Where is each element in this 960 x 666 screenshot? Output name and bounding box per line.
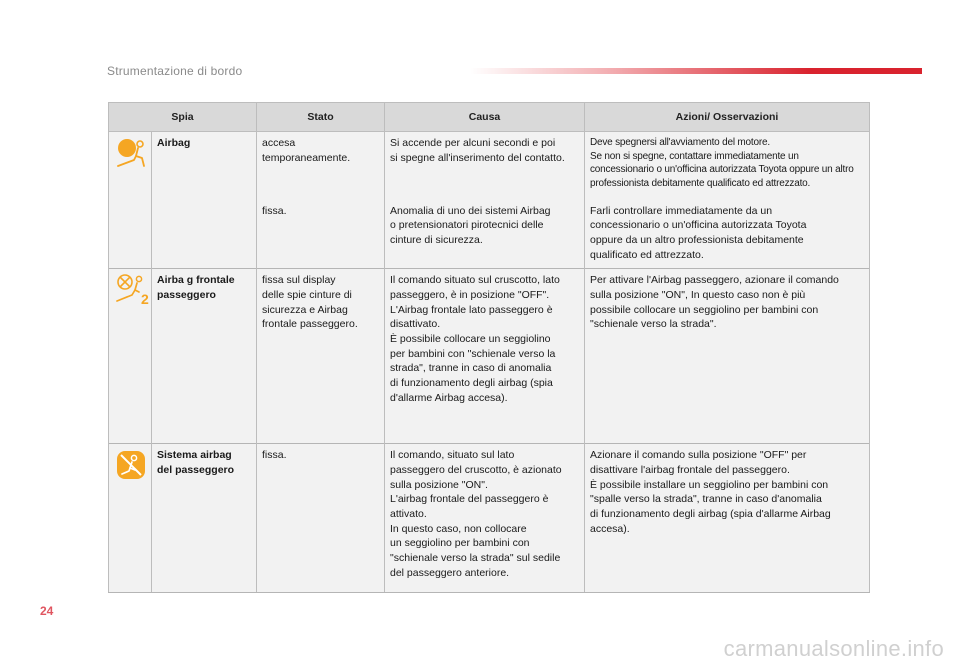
table-row xyxy=(109,132,870,200)
watermark-text: carmanualsonline.info xyxy=(723,636,944,661)
warning-lights-table xyxy=(108,102,870,593)
azioni-cell: Per attivare l'Airbag passeggero, azionare il comando sulla posizione "ON", In questo caso non è più possibile collocare un seggiolino per bambini con "schienale verso la strada". xyxy=(585,269,870,444)
stato-cell: fissa. xyxy=(257,444,385,593)
icon-cell xyxy=(109,269,152,444)
column-header-azioni: Azioni/ Osservazioni xyxy=(585,103,870,132)
spia-label: Airbag xyxy=(152,132,257,269)
table-row xyxy=(109,444,870,593)
column-header-causa: Causa xyxy=(385,103,585,132)
causa-cell: Si accende per alcuni secondi e poi si spegne all'inserimento del contatto. xyxy=(385,132,585,200)
stato-cell: fissa. xyxy=(257,200,385,269)
page-number: 24 xyxy=(40,604,54,618)
azioni-cell: Farli controllare immediatamente da un concessionario o un'officina autorizzata Toyota oppure da un altro professionista debitamente qualificato ed attrezzato. xyxy=(585,200,870,269)
column-header-stato: Stato xyxy=(257,103,385,132)
spia-label: Sistema airbag del passeggero xyxy=(152,444,257,593)
causa-cell: Il comando situato sul cruscotto, lato passeggero, è in posizione "OFF". L'Airbag frontale lato passeggero è disattivato. È possibile collocare un seggiolino per bambini con "schienale verso la strada", tranne in caso di anomalia di funzionamento degli airbag (spia d'allarme Airbag accesa). xyxy=(385,269,585,444)
table-header-row xyxy=(109,103,870,132)
column-header-spia: Spia xyxy=(109,103,257,132)
passenger-airbag-disabled-icon xyxy=(114,448,146,482)
passenger-airbag-off-icon xyxy=(114,273,149,308)
header-accent-bar xyxy=(470,68,922,74)
page-header-title: Strumentazione di bordo xyxy=(107,64,243,78)
icon-cell xyxy=(109,132,152,269)
azioni-cell: Azionare il comando sulla posizione "OFF" per disattivare l'airbag frontale del passeggero. È possibile installare un seggiolino per bambini con "spalle verso la strada", tranne in caso d'anomalia di funzionamento degli airbag (spia d'allarme Airbag accesa). xyxy=(585,444,870,593)
causa-cell: Il comando, situato sul lato passeggero del cruscotto, è azionato sulla posizione "ON". L'airbag frontale del passeggero è attivato. In questo caso, non collocare un seggiolino per bambini con "schienale verso la strada" sul sedile del passeggero anteriore. xyxy=(385,444,585,593)
stato-cell: fissa sul display delle spie cinture di sicurezza e Airbag frontale passeggero. xyxy=(257,269,385,444)
stato-cell: accesa temporaneamente. xyxy=(257,132,385,200)
causa-cell: Anomalia di uno dei sistemi Airbag o pretensionatori pirotecnici delle cinture di sicurezza. xyxy=(385,200,585,269)
icon-cell xyxy=(109,444,152,593)
table-row xyxy=(109,269,870,444)
spia-label: Airba g frontale passeggero xyxy=(152,269,257,444)
svg-text:2: 2 xyxy=(141,291,149,308)
azioni-cell: Deve spegnersi all'avviamento del motore. Se non si spegne, contattare immediatamente un concessionario o un'officina autorizzata Toyota oppure un altro professionista debitamente qualificato ed attrezzato. xyxy=(585,132,870,200)
airbag-warning-icon xyxy=(114,136,146,170)
